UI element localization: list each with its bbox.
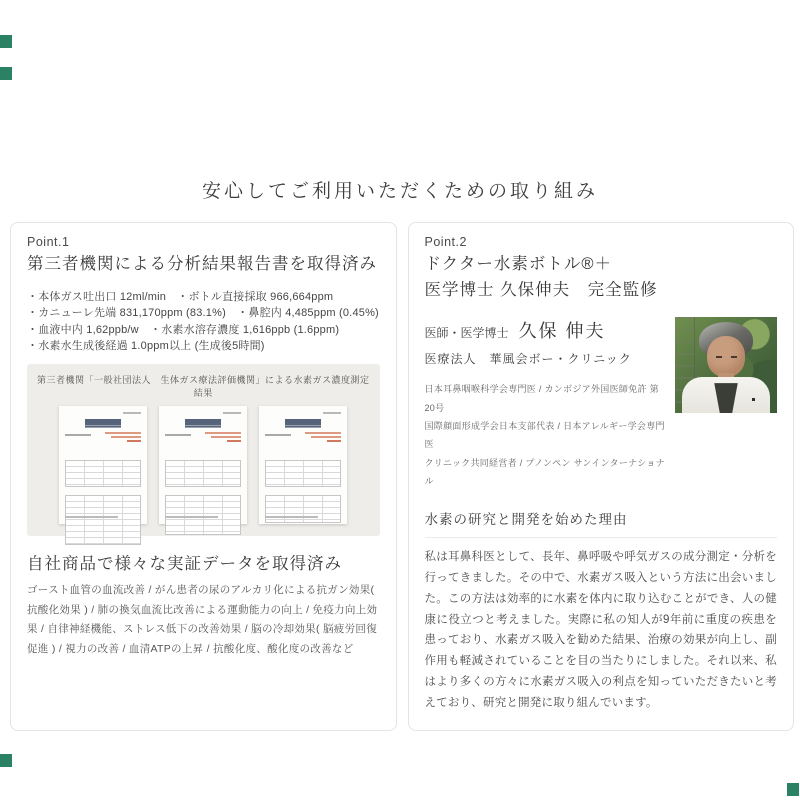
doctor-photo [675,317,777,413]
doc-results-table [165,495,241,535]
page-title: 安心してご利用いただくための取り組み [201,181,598,202]
doctor-credentials [425,380,668,491]
doc-footnote-line [165,516,218,518]
photo-eye [716,356,722,358]
doc-title-line [285,419,321,428]
corner-mark [0,67,12,80]
credential-line: クリニック共同経営者 / プノンペン サンインターナショナル [424,457,665,487]
points-row [10,222,794,731]
doctor-profile [425,317,778,491]
point2-heading-line2: 医学博士 久保伸夫 完全監修 [424,280,658,299]
doc-stamp [205,432,241,442]
doc-results-table [265,495,341,523]
doc-summary-table [165,460,241,487]
doc-footnote-line [265,516,318,518]
doc-title-line [85,419,121,428]
doctor-title-name [425,317,668,343]
report-document [259,406,347,524]
doc-addressee-line [265,434,291,436]
point2-card [408,222,795,731]
reason-body: 私は耳鼻科医として、長年、鼻呼吸や呼気ガスの成分測定・分析を行ってきました。その中で、水素ガス吸入という方法に出会いました。この方法は効率的に水素を体内に取り込むことができ、人の健康に役立つと考えました。実際に私の知人が9年前に重度の疾患を患っており、水素ガス吸入を勧めた結果、治療の効果が向上し、副作用も軽減されていることを目の当たりにしました。それ以来、私はより多くの方々に水素ガス吸入の利点を知っていただきたいと考えており、研究と開発に取り組んでいます。 [424,550,777,710]
point1-label: Point.1 [27,235,70,249]
doc-footnote-line [65,516,118,518]
reason-heading: 水素の研究と開発を始めた理由 [425,508,778,538]
doc-date-line [223,412,241,414]
report-document [159,406,247,524]
corner-mark [0,35,12,48]
doc-summary-table [65,460,141,487]
credential-line: 日本耳鼻咽喉科学会専門医 / カンボジア外国医師免許 第20号 [424,384,659,413]
doctor-info [425,317,668,491]
doc-stamp [305,432,341,442]
doc-title-line [185,419,221,428]
point1-heading: 第三者機関による分析結果報告書を取得済み [27,255,377,273]
measurement-bullet: ・血液中内 1,62ppb/w ・水素水溶存濃度 1,616ppb (1.6ppm) [27,323,340,336]
point1-subheading: 自社商品で様々な実証データを取得済み [27,554,342,573]
measurement-bullet-list [27,289,380,355]
corner-mark [0,754,12,767]
doc-addressee-line [165,434,191,436]
doc-date-line [323,412,341,414]
measurement-bullet: ・本体ガス吐出口 12ml/min ・ボトル直接採取 966,664ppm [27,290,334,303]
doc-stamp [105,432,141,442]
doc-summary-table [265,460,341,487]
point2-heading [425,252,778,303]
doctor-title: 医師・医学博士 [424,326,509,341]
photo-face [707,336,745,377]
doc-date-line [123,412,141,414]
photo-coat-button [752,398,755,401]
report-documents-panel [27,364,380,536]
doc-addressee-line [65,434,91,436]
corner-mark [787,783,799,796]
point2-label: Point.2 [424,235,467,249]
doctor-name: 久保 伸夫 [518,321,606,342]
measurement-bullet: ・水素水生成後経過 1.0ppm以上 (生成後5時間) [27,340,265,353]
credential-line: 国際顔面形成学会日本支部代表 / 日本アレルギー学会専門医 [424,421,665,450]
report-documents-caption: 第三者機関「一般社団法人 生体ガス療法評価機関」による水素ガス濃度測定結果 [36,374,370,398]
report-documents-row [35,406,372,524]
report-document [59,406,147,524]
doctor-organization: 医療法人 華風会ボー・クリニック [424,352,632,367]
point2-heading-line1: ドクター水素ボトル®＋ [424,255,612,273]
measurement-bullet: ・カニューレ先端 831,170ppm (83.1%) ・鼻腔内 4,485ppm (0.45%) [27,307,379,320]
photo-eye [731,356,737,358]
evidence-text: ゴースト血管の血流改善 / がん患者の尿のアルカリ化による抗ガン効果( 抗酸化効果 ) / 肺の換気血流比改善による運動能力の向上 / 免疫力向上効果 / 自律神経機能、ストレス低下の改善効果 / 脳の冷却効果( 脳疲労回復促進 ) / 視力の改善 / 血清ATPの上昇 / 抗酸化度、酸化度の改善など [27,583,378,656]
doc-results-table [65,495,141,545]
point1-card [10,222,397,731]
